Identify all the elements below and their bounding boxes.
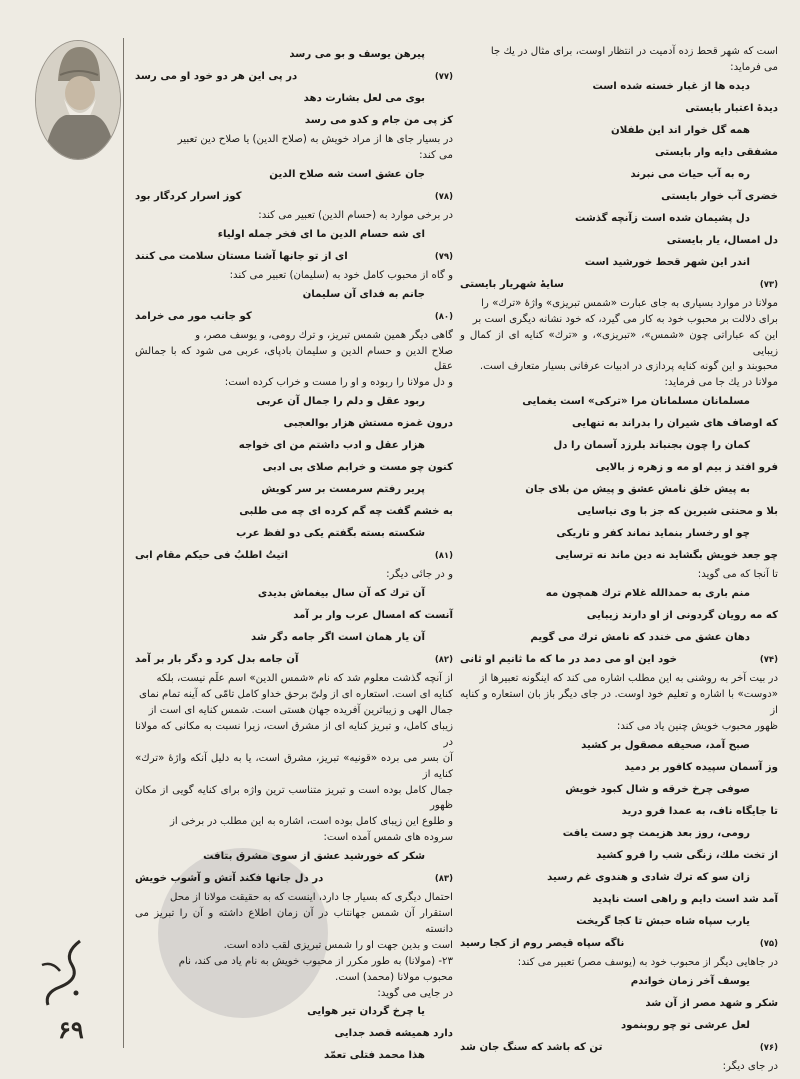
line-text: در دل جانها فکند آتش و آشوب خویش <box>135 873 324 885</box>
footnote-marker: (۷۴) <box>759 655 778 666</box>
footnote-marker: (۸۳) <box>434 874 453 885</box>
verse-line: کنون چو مست و خرابم صلای بی ادبی <box>262 462 453 474</box>
footnote-marker: (۷۸) <box>434 191 453 202</box>
text-column-left <box>135 44 453 1067</box>
verse-line: پریر رفتم سرمست بر سر کویش <box>261 484 425 496</box>
prose-line: استقرار آن شمس جهانتاب در آن زمان اطلاع داشته و آن را تبریز می دانسته <box>135 908 453 935</box>
verse-line: به خشم گفت چه گم کرده ای چه می طلبی <box>239 506 453 518</box>
verse-line: ره به آب حیات می نبرند <box>630 168 750 180</box>
line-text: کو جانب مور می خرامد <box>135 310 252 322</box>
prose-line: از آنچه گذشت معلوم شد که نام «شمس الدین» اسم علَم نیست، بلکه <box>156 673 453 685</box>
prose-line: ظهور محبوب خویش چنین یاد می کند: <box>616 720 778 732</box>
line-text: کوز اسرار کردگار بود <box>135 190 242 202</box>
margin-rule <box>123 38 124 1048</box>
prose-line: در جای دیگر: <box>722 1060 778 1072</box>
line-text: در پی این هر دو خود او می رسد <box>135 71 298 82</box>
verse-line <box>135 868 453 890</box>
prose-line: در بیت آخر به روشنی به این مطلب اشاره می کند که اینگونه تعبیرها از <box>479 673 778 685</box>
verse-line: زان سو که ترك شادی و هندوی غم رسید <box>547 871 750 883</box>
verse-line: جان عشق است شه صلاح الدین <box>269 168 425 180</box>
verse-line: که مه رویان گردونی از او دارند زیبایی <box>586 610 778 622</box>
rumi-portrait <box>35 40 121 160</box>
prose-line: سروده های شمس آمده است: <box>323 832 453 844</box>
prose-line: محبوب مولانا (محمد) است. <box>335 971 453 983</box>
line-text: آن جامه بدل کرد و دگر بار بر آمد <box>135 654 299 666</box>
verse-line: یارب سپاه شاه حبش تا کجا گریخت <box>576 915 750 927</box>
verse-line: دل پشیمان شده است زآنچه گذشت <box>574 212 750 224</box>
prose-line: است و بدین جهت او را شمس تبریزی لقب داده است. <box>223 939 453 951</box>
prose-line: ۲۳- (مولانا) به طور مکرر از محبوب خویش به نام یاد می کند، نام <box>178 955 453 967</box>
prose-line: جمال الهی و زیباترین آفریده جهان هستی است. شمس کنایه ای است از <box>148 704 453 716</box>
prose-line: و گاه از محبوب کامل خود به (سلیمان) تعبیر می کند: <box>229 269 453 281</box>
verse-line: آن یار همان است اگر جامه دگر شد <box>250 632 425 644</box>
verse-line: بوی می لعل بشارت دهد <box>303 93 425 104</box>
verse-line: بلا و محنتی شیرین که جز با وی نیاسایی <box>577 506 778 518</box>
footnote-marker: (۷۶) <box>759 1042 778 1053</box>
verse-line: دهان عشق می خندد که نامش ترك می گویم <box>530 632 750 644</box>
verse-line: ربود عقل و دلم را جمال آن عربی <box>256 396 425 408</box>
prose-line: در بسیار جای ها از مراد خویش به (صلاح الدین) یا صلاح دین تعبیر <box>177 134 453 145</box>
verse-line: که اوصاف های شیران را بدراند به تنهایی <box>572 418 778 430</box>
verse-line: دارد همیشه قصد جدایی <box>334 1028 453 1040</box>
verse-line: هذا محمد فتلی تعمّد <box>323 1050 425 1062</box>
verse-line: آمد شد است دایم و راهی است ناپدید <box>592 893 778 905</box>
prose-line: گاهی دیگر همین شمس تبریز، و ترك رومی، و یوسف مصر، و <box>195 329 453 341</box>
prose-line: «دوست» با اشاره و تعلیم خود اوست. در جای دیگر باز بان استعاره و کنایه از <box>460 689 778 716</box>
verse-line: شکسته بسته بگفتم یکی دو لفظ عرب <box>236 528 425 540</box>
prose-line: تا آنجا که می گوید: <box>697 569 778 581</box>
verse-line <box>135 186 453 208</box>
prose-line: در جاهایی دیگر از محبوب خود به (یوسف مصر) تعبیر می کند: <box>517 956 778 968</box>
prose-line: آن بسر می برده «قونیه» تبریز، مشرق است، یا به دلیل آنکه واژهٔ «ترك» کنایه از <box>135 752 453 780</box>
verse-line <box>135 306 453 328</box>
verse-line: جانم به فدای آن سلیمان <box>302 288 425 300</box>
page-number: ۶۹ <box>58 1015 84 1044</box>
prose-line: و طلوع این زیبای کامل بوده است، اشاره به این مطلب در برخی از <box>169 816 453 828</box>
verse-line: چو جعد خویش بگشاید نه دین ماند نه ترسایی <box>555 550 778 562</box>
prose-line: احتمال دیگری که بسیار جا دارد، اینست که به حقیقت مولانا از محل <box>170 892 453 904</box>
verse-line: مشفقی دایه وار بایستی <box>654 146 778 158</box>
verse-line: یوسف آخر زمان خواندم <box>630 975 750 987</box>
verse-line: آنست که امسال عرب وار بر آمد <box>293 610 453 622</box>
prose-line: زیبای کامل، و تبریز کنایه ای از مشرق است، زیرا نسبت به مکانی که مولانا در <box>135 720 453 748</box>
verse-line: هزار عقل و ادب داشتم من ای خواجه <box>238 440 425 452</box>
footnote-marker: (۷۷) <box>434 72 453 82</box>
verse-line: درون غمزه مستش هزار بوالعجبی <box>283 418 453 430</box>
prose-line: مولانا در موارد بسیاری به جای عبارت «شمس تبریزی» واژهٔ «ترك» را <box>481 297 778 309</box>
footnote-marker: (۸۱) <box>434 551 453 562</box>
verse-line: همه گل خوار اند این طفلان <box>611 124 750 136</box>
verse-line <box>135 649 453 671</box>
line-text: سایهٔ شهریار بایستی <box>460 278 564 290</box>
prose-line: و دل مولانا را ربوده و او را مست و خراب کرده است: <box>224 377 453 389</box>
verse-line: لعل عرشی تو چو روبنمود <box>620 1019 750 1031</box>
verse-line: منم باری به حمدالله غلام ترك همچون مه <box>545 588 750 600</box>
line-text: خود این او می دمد در ما که ما ثانیم او ثانی <box>460 654 678 666</box>
prose-line: محبوبند و این گونه کنایه پردازی در ادبیات عرفانی بسیار متعارف است. <box>479 361 778 373</box>
line-text: اتیتُ اطلبُ فی حیکم مقام ابی <box>135 550 288 562</box>
verse-line: دیده ها از غبار خسته شده است <box>592 80 750 92</box>
verse-line <box>460 274 778 296</box>
text-column-right <box>460 44 778 1075</box>
verse-line: فرو افتد ز بیم او مه و زهره ز بالایی <box>595 462 778 474</box>
kerman-logo <box>30 935 94 1015</box>
line-text: ای از تو جانها آشنا مستان سلامت می کنند <box>135 250 348 262</box>
verse-line: از تخت ملك، زنگی شب را فرو کشید <box>596 849 778 861</box>
prose-line: است که شهر قحط زده آدمیت در انتظار اوست، برای مثال در یك جا <box>490 46 778 57</box>
verse-line: چو او رخسار بنماید نماند کفر و تاریکی <box>556 528 750 540</box>
prose-line: می فرماید: <box>730 61 778 73</box>
verse-line: آن ترك که آن سال بیغماش بدیدی <box>257 588 425 600</box>
verse-line: شکر و شهد مصر از آن شد <box>645 997 778 1009</box>
prose-line: در برخی موارد به (حسام الدین) تعبیر می کند: <box>258 209 453 221</box>
verse-line: کز پی من جام و کدو می رسد <box>304 115 453 126</box>
verse-line: یا چرخ گردان تیر هوایی <box>307 1006 425 1018</box>
verse-line: ای شه حسام الدین ما ای فخر جمله اولیاء <box>217 228 425 240</box>
verse-line: وز آسمان سپیده کافور بر دمید <box>624 761 778 773</box>
verse-line: تا جایگاه ناف، به عمدا فرو درید <box>621 805 778 817</box>
verse-line: خضری آب خوار بایستی <box>661 190 778 202</box>
verse-line: صبح آمد، صحیفه مصقول بر کشید <box>581 739 750 751</box>
footnote-marker: (۷۵) <box>759 938 778 949</box>
verse-line <box>135 246 453 268</box>
verse-line: پیرهن یوسف و بو می رسد <box>289 49 425 60</box>
verse-line: رومی، روز بعد هزیمت چو دست یافت <box>562 827 750 839</box>
verse-line: دیدهٔ اعتبار بایستی <box>685 102 778 114</box>
verse-line <box>135 545 453 567</box>
verse-line <box>460 649 778 671</box>
prose-line: و در جائی دیگر: <box>386 569 453 581</box>
verse-line: صوفی چرخ خرقه و شال کبود خویش <box>565 783 750 795</box>
prose-line: در جایی می گوید: <box>377 987 453 999</box>
prose-line: مولانا در یك جا می فرماید: <box>664 377 778 389</box>
verse-line: اندر این شهر قحط خورشید است <box>584 256 750 268</box>
verse-line <box>460 933 778 955</box>
verse-line <box>135 66 453 88</box>
verse-line: شکر که خورشید عشق از سوی مشرق بتافت <box>203 851 425 863</box>
footnote-marker: (۸۲) <box>434 655 453 666</box>
verse-line: به پیش خلق نامش عشق و پیش من بلای جان <box>525 484 750 496</box>
footnote-marker: (۷۹) <box>434 251 453 262</box>
prose-line: کنایه ای است. استعاره ای از ولیّ برحق خداو کامل تامّی که آینه تمام نمای <box>139 689 453 701</box>
verse-line: مسلمانان مسلمانان مرا «ترکی» است یغمایی <box>522 396 750 408</box>
verse-line: کمان را چون بجنباند بلرزد آسمان را دل <box>553 440 750 452</box>
footnote-marker: (۷۳) <box>759 279 778 290</box>
prose-line: این که عباراتی چون «شمس»، «تبریزی»، و «ترك» کنایه ای از کمال و زیبایی <box>460 329 778 357</box>
footnote-marker: (۸۰) <box>434 311 453 322</box>
prose-line: صلاح الدین و حسام الدین و سلیمان بادپای، عربی می شود که با جمالش عقل <box>135 345 453 373</box>
verse-line <box>460 1037 778 1059</box>
line-text: تن که باشد که سنگ جان شد <box>460 1041 603 1053</box>
prose-line: جمال کامل بوده است و تبریز متناسب ترین واژه برای کنایه گویی از مکان ظهور <box>135 784 453 812</box>
prose-line: می کند: <box>419 149 453 161</box>
prose-line: برای دلالت بر محبوب خود به کار می گیرد، که خود نشانه دیگری است بر <box>472 313 778 325</box>
line-text: ناگه سپاه قیصر روم از کجا رسید <box>460 937 625 949</box>
verse-line: دل امسال، یار بایستی <box>666 234 778 246</box>
